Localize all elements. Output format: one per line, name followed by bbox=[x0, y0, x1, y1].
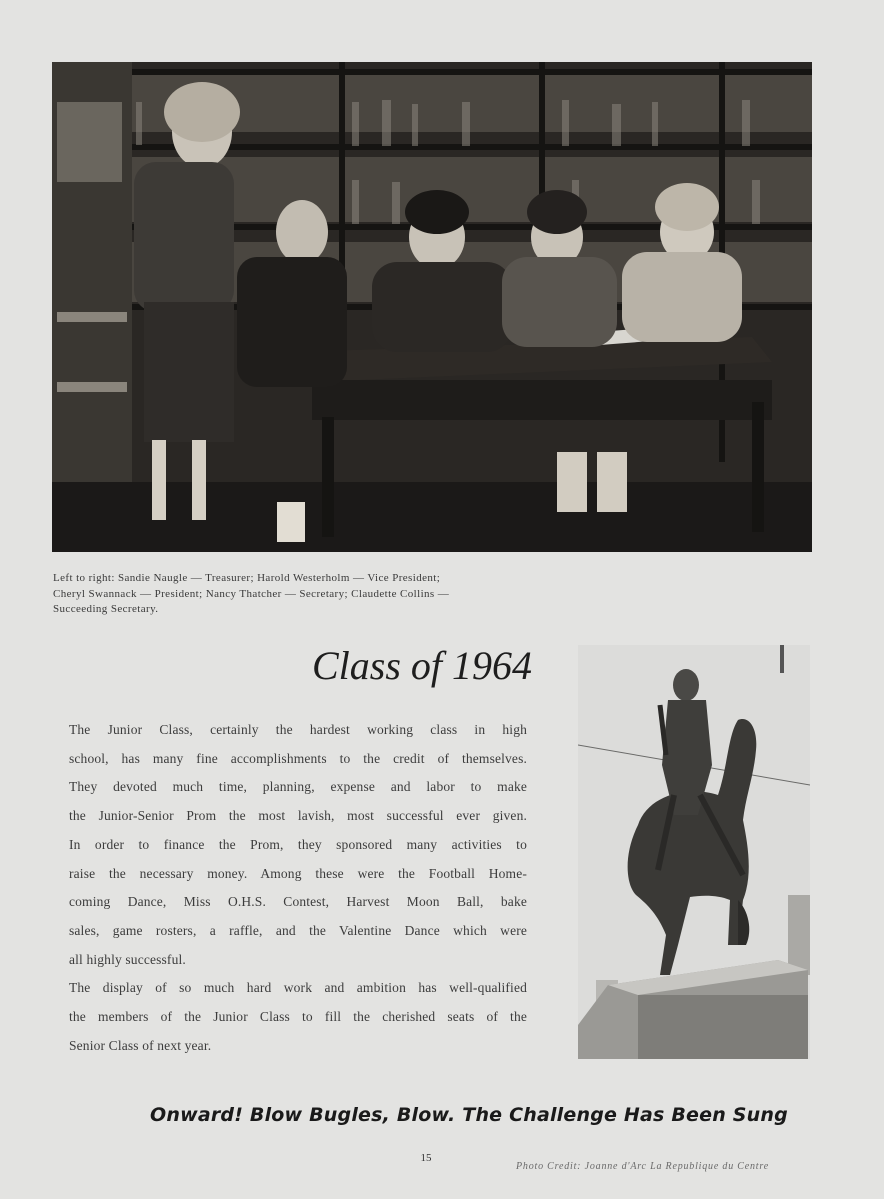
caption-line: Left to right: Sandie Naugle — Treasurer; Harold Westerholm — Vice President; bbox=[53, 572, 441, 584]
motto-text: Onward! Blow Bugles, Blow. The Challenge Has Been Sung bbox=[150, 1104, 788, 1126]
photo-caption bbox=[53, 571, 643, 618]
article-line: The Junior Class, certainly the hardest working class in high bbox=[69, 722, 527, 737]
statue-photo bbox=[578, 645, 810, 1059]
article-body bbox=[69, 716, 527, 1060]
article-line: They devoted much time, planning, expense and labor to make bbox=[69, 779, 527, 795]
article-line: the Junior-Senior Prom the most lavish, most successful ever given. bbox=[69, 808, 527, 824]
article-line: coming Dance, Miss O.H.S. Contest, Harvest Moon Ball, bake bbox=[69, 894, 527, 910]
photo-credit: Photo Credit: Joanne d'Arc La Republique du Centre bbox=[516, 1161, 769, 1172]
article-line: Senior Class of next year. bbox=[69, 1037, 212, 1053]
page-number: 15 bbox=[420, 1152, 432, 1164]
article-line: The display of so much hard work and ambition has well-qualified bbox=[69, 980, 527, 996]
group-photo bbox=[52, 62, 812, 552]
caption-line: Succeeding Secretary. bbox=[53, 603, 159, 615]
article-line: the members of the Junior Class to fill the cherished seats of the bbox=[69, 1009, 527, 1025]
group-photo-icon bbox=[52, 62, 812, 552]
article-line: In order to finance the Prom, they sponsored many activities to bbox=[69, 836, 527, 852]
equestrian-statue-icon bbox=[578, 645, 810, 1059]
article-title: Class of 1964 bbox=[312, 643, 533, 688]
caption-line: Cheryl Swannack — President; Nancy Thatcher — Secretary; Claudette Collins — bbox=[53, 587, 450, 600]
article-line: all highly successful. bbox=[69, 951, 186, 967]
article-line: raise the necessary money. Among these were the Football Home- bbox=[69, 865, 527, 881]
article-line: sales, game rosters, a raffle, and the Valentine Dance which were bbox=[69, 922, 527, 938]
article-line: school, has many fine accomplishments to the credit of themselves. bbox=[69, 750, 527, 766]
